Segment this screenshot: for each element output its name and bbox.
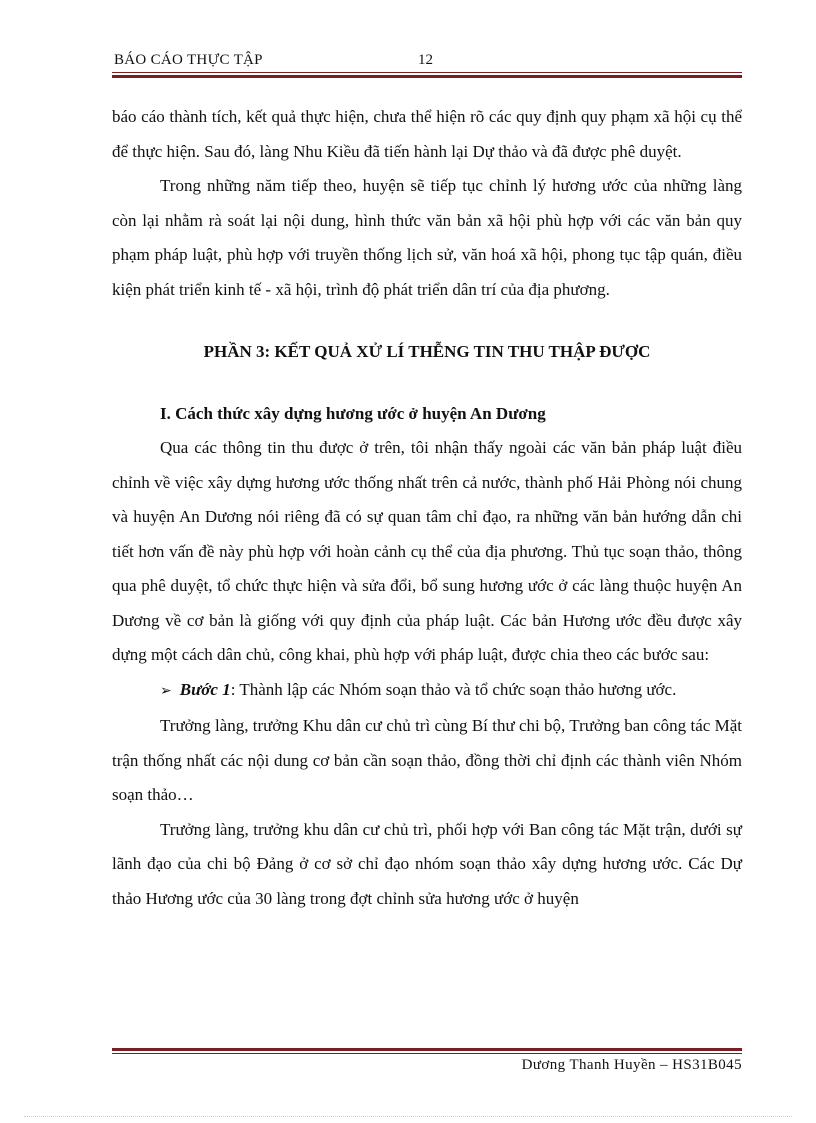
arrow-right-icon: ➢ <box>160 683 172 699</box>
paragraph: báo cáo thành tích, kết quả thực hiện, chưa thể hiện rõ các quy định quy phạm xã hội cụ thể để thực hiện. Sau đó, làng Nhu Kiều đã tiến hành lại Dự thảo và đã được phê duyệt. <box>112 107 742 161</box>
step-text: : Thành lập các Nhóm soạn thảo và tổ chức soạn thảo hương ước. <box>230 679 677 699</box>
page-number: 12 <box>418 52 433 68</box>
paragraph: Trưởng làng, trưởng khu dân cư chủ trì, phối hợp với Ban công tác Mặt trận, dưới sự lãnh đạo của chi bộ Đảng ở cơ sở chỉ đạo nhóm soạn thảo xây dựng hương ước. Các Dự thảo Hương ước của 30 làng trong đợt chỉnh sửa hương ước ở huyện <box>112 819 742 908</box>
step-label: Bước 1 <box>179 679 231 699</box>
step-item <box>112 673 742 710</box>
page-header <box>112 50 742 74</box>
subheading: I. Cách thức xây dựng hương ước ở huyện An Dương <box>160 404 546 423</box>
footer-author: Dương Thanh Huyền – HS31B045 <box>521 1057 742 1073</box>
section-title: PHẦN 3: KẾT QUẢ XỬ LÍ THỄNG TIN THU THẬP ĐƯỢC <box>203 342 651 361</box>
header-title: BÁO CÁO THỰC TẬP <box>114 52 263 68</box>
paragraph: Trưởng làng, trưởng Khu dân cư chủ trì cùng Bí thư chi bộ, Trưởng ban công tác Mặt trận thống nhất các nội dung cơ bản cần soạn thảo, đồng thời chỉ định các thành viên Nhóm soạn thảo… <box>112 716 742 804</box>
page-bottom-divider <box>24 1116 792 1117</box>
header-rule <box>112 72 742 78</box>
paragraph: Trong những năm tiếp theo, huyện sẽ tiếp tục chỉnh lý hương ước của những làng còn lại nhằm rà soát lại nội dung, hình thức văn bản xã hội phù hợp với các văn bản quy phạm pháp luật, phù hợp với truyền thống lịch sử, văn hoá xã hội, phong tục tập quán, điều kiện phát triển kinh tế - xã hội, trình độ phát triển dân trí của địa phương. <box>112 176 742 299</box>
page-body <box>112 100 742 916</box>
footer-rule <box>112 1048 742 1054</box>
paragraph: Qua các thông tin thu được ở trên, tôi nhận thấy ngoài các văn bản pháp luật điều chỉnh về việc xây dựng hương ước thống nhất trên cả nước, thành phố Hải Phòng nói chung và huyện An Dương nói riêng đã có sự quan tâm chỉ đạo, ra những văn bản hướng dẫn chi tiết hơn vấn đề này phù hợp với hoàn cảnh cụ thể của địa phương. Thủ tục soạn thảo, thông qua phê duyệt, tổ chức thực hiện và sửa đổi, bổ sung hương ước ở các làng thuộc huyện An Dương về cơ bản là giống với quy định của pháp luật. Các bản Hương ước đều được xây dựng một cách dân chủ, công khai, phù hợp với pháp luật, được chia theo các bước sau: <box>112 438 742 664</box>
